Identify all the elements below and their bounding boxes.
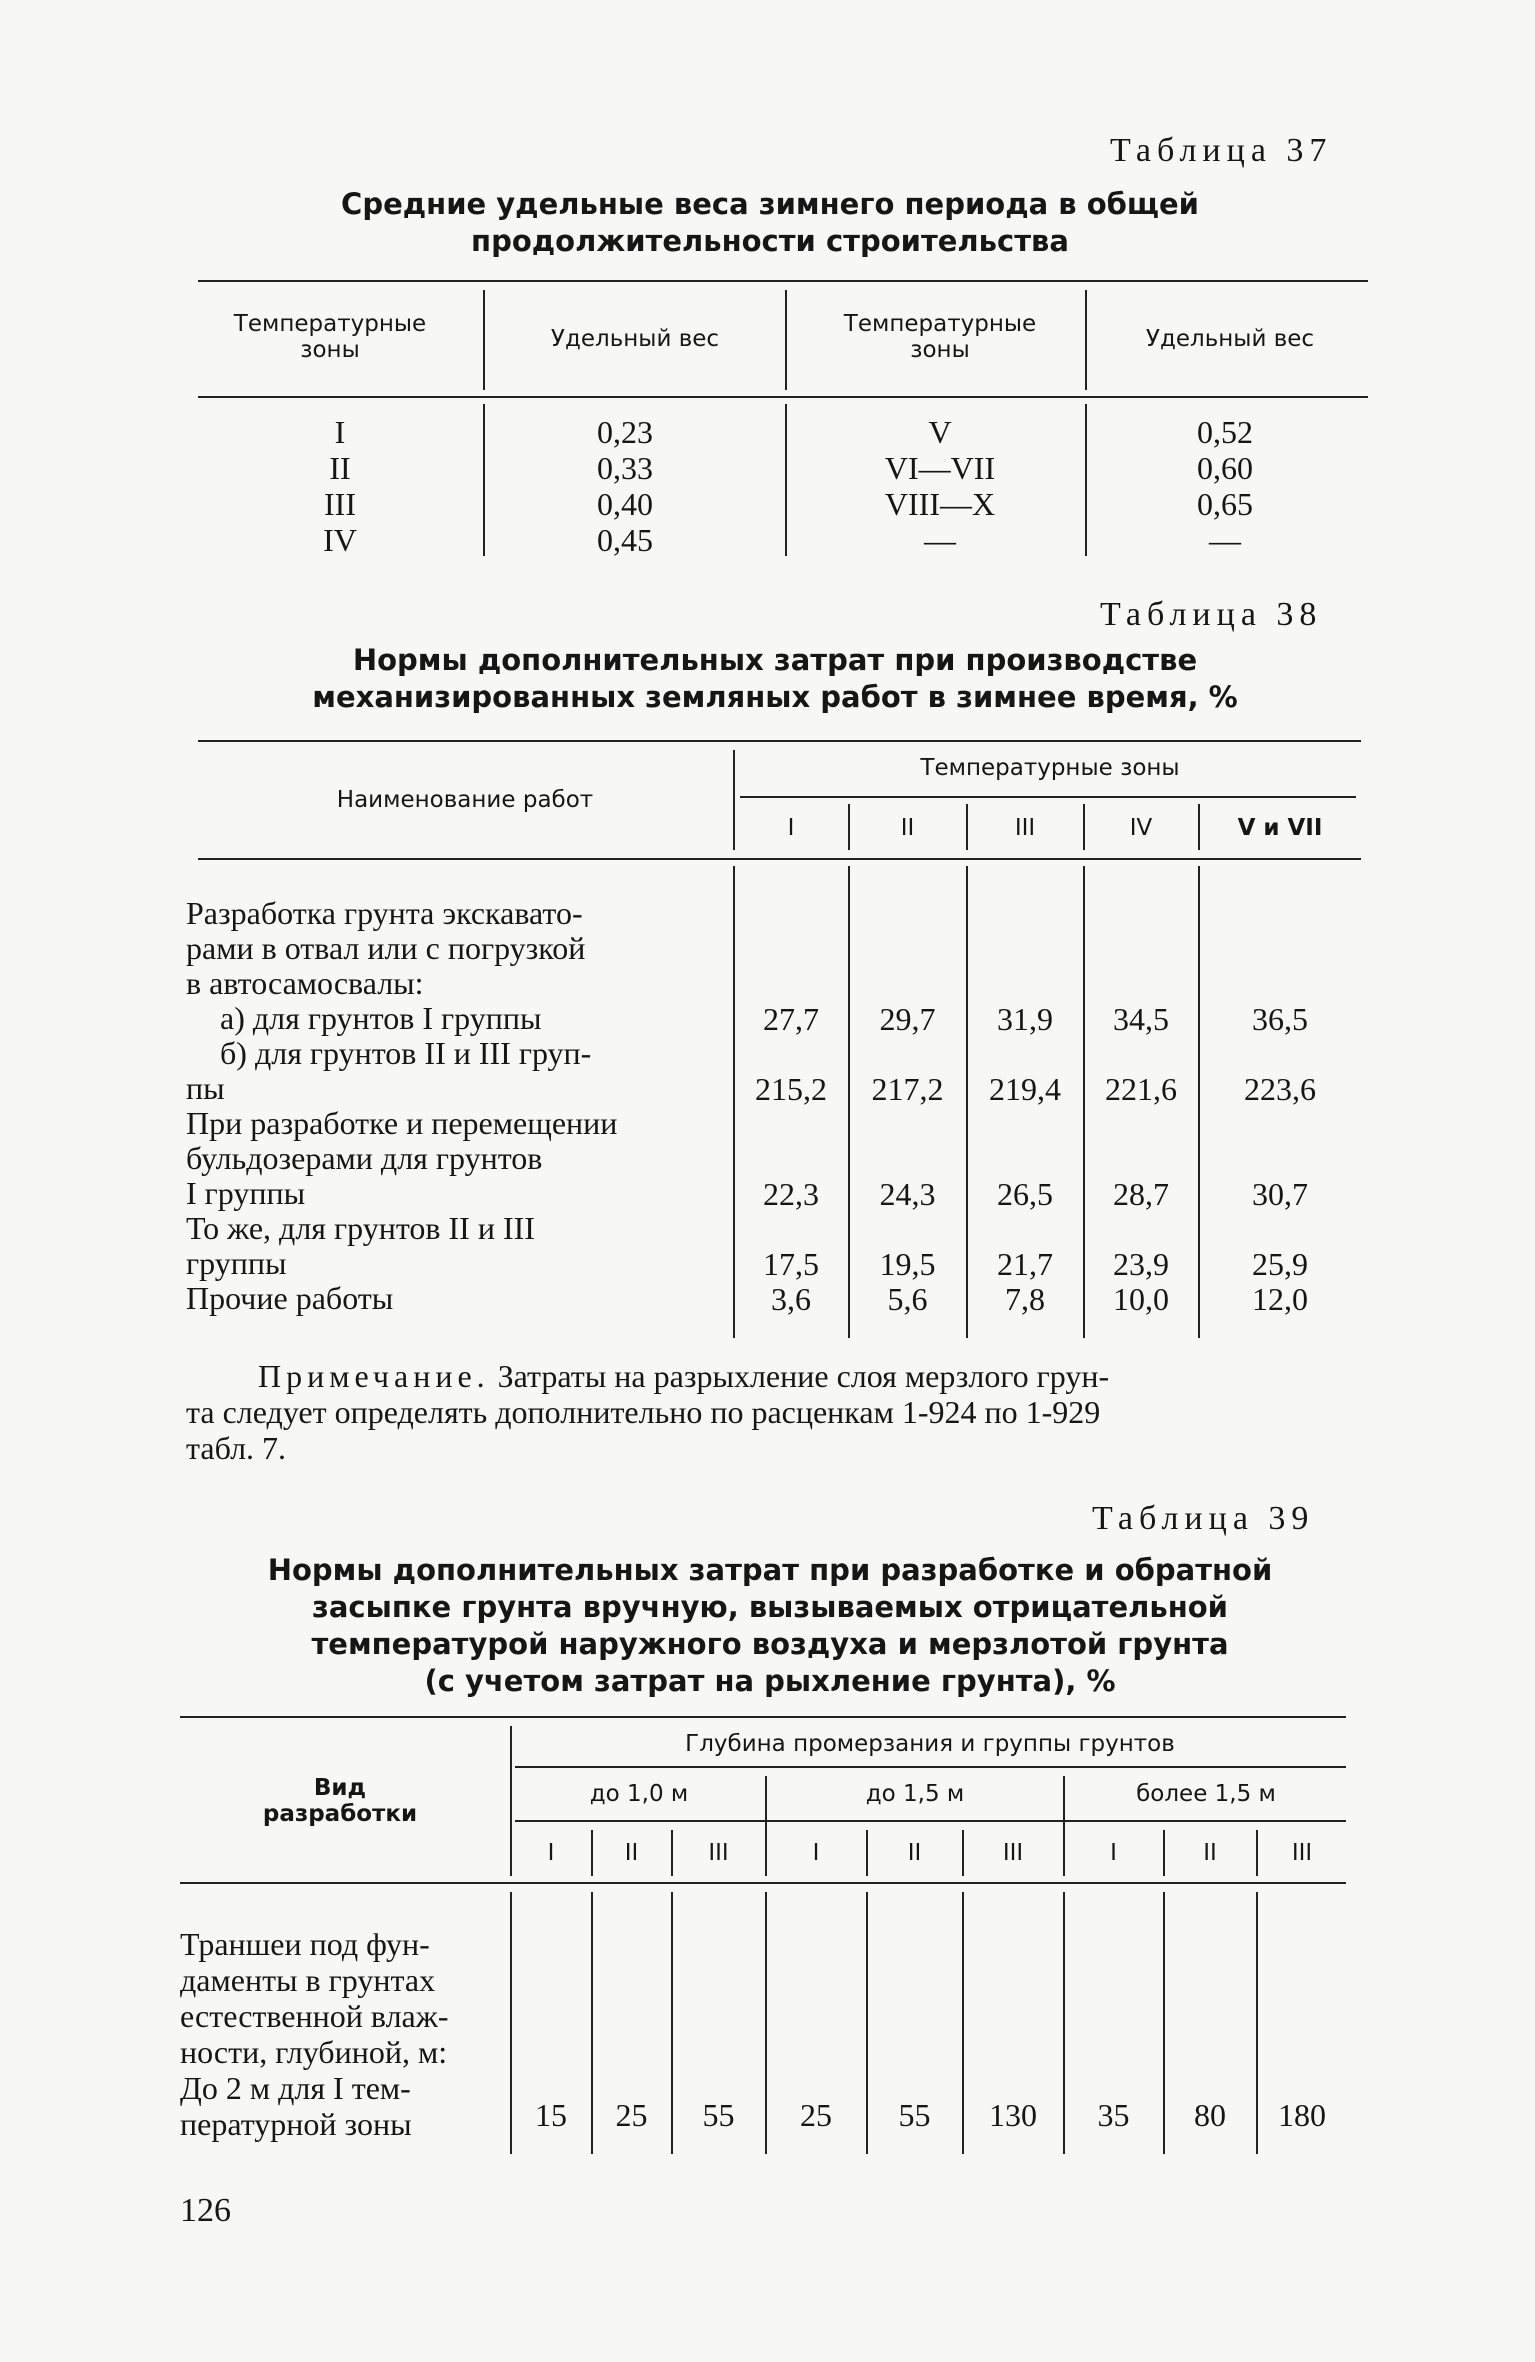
zones-left-column <box>265 414 415 558</box>
header-line: разработки <box>262 1801 418 1827</box>
work-line: пературной зоны <box>180 2106 412 2142</box>
note-lead: Примечание. <box>258 1358 490 1394</box>
column-divider <box>483 404 485 556</box>
table-rule <box>198 396 1368 398</box>
header-work-type <box>230 1775 450 1827</box>
work-line: даменты в грунтах <box>180 1962 436 1998</box>
column-divider <box>785 404 787 556</box>
cell: — <box>924 522 956 558</box>
header-group: I <box>812 1840 820 1866</box>
table-cell: 12,0 <box>1252 1281 1308 1317</box>
table-cell: 24,3 <box>879 1176 936 1212</box>
table-cell: 223,6 <box>1244 1071 1316 1107</box>
table38-title-line: механизированных земляных работ в зимнее время, % <box>312 680 1238 714</box>
cell: VI—VII <box>884 450 996 486</box>
table-rule <box>515 1820 1346 1822</box>
table39-label: Таблица 39 <box>1092 1500 1315 1537</box>
header-freezing-depth: Глубина промерзания и группы грунтов <box>685 1731 1175 1757</box>
note-line: та следует определять дополнительно по расценкам 1-924 по 1-929 <box>186 1394 1101 1430</box>
work-description <box>186 896 617 1316</box>
header-group: I <box>1110 1840 1117 1866</box>
table-cell: 19,5 <box>879 1246 936 1282</box>
table38-label: Таблица 38 <box>1100 596 1323 633</box>
work-line: а) для грунтов I группы <box>220 1000 542 1036</box>
table39-title <box>180 1552 1360 1700</box>
header-work-name: Наименование работ <box>336 787 594 813</box>
table-rule <box>180 1716 1346 1718</box>
note-text: Затраты на разрыхление слоя мерзлого грун- <box>489 1358 1110 1394</box>
note-line: табл. 7. <box>186 1430 287 1466</box>
table37-title <box>200 186 1340 260</box>
table-cell: 29,7 <box>879 1001 936 1037</box>
work-line: естественной влаж- <box>180 1998 449 2034</box>
cell: 0,23 <box>597 414 653 450</box>
header-line: Вид <box>313 1775 367 1801</box>
table-cell: 36,5 <box>1252 1001 1308 1037</box>
header-group: II <box>624 1840 639 1866</box>
table-cell: 221,6 <box>1105 1071 1177 1107</box>
header-zone: III <box>1014 815 1036 841</box>
cell: IV <box>323 522 357 558</box>
column-divider <box>1085 290 1087 390</box>
table38-title <box>200 642 1350 716</box>
header-temperature-zones: Температурные зоны <box>920 755 1180 781</box>
table-cell: 10,0 <box>1113 1281 1169 1317</box>
zones-right-column <box>850 414 1030 558</box>
table-cell: 15 <box>535 2097 567 2133</box>
weights-left-column <box>550 414 700 558</box>
table-cell: 7,8 <box>1005 1281 1045 1317</box>
work-line: До 2 м для I тем- <box>180 2070 411 2106</box>
table37-title-line: продолжительности строительства <box>471 224 1069 258</box>
table39-title-line: засыпке грунта вручную, вызываемых отрицательной <box>312 1590 1228 1624</box>
cell: 0,45 <box>597 522 653 558</box>
table-cell: 21,7 <box>997 1246 1053 1282</box>
work-line: рами в отвал или с погрузкой <box>186 930 586 966</box>
table39-title-line: Нормы дополнительных затрат при разработке и обратной <box>267 1553 1273 1587</box>
page-number: 126 <box>180 2192 231 2229</box>
table-cell: 22,3 <box>763 1176 819 1212</box>
table-cell: 130 <box>989 2097 1037 2133</box>
table-rule <box>198 280 1368 282</box>
column-divider <box>785 290 787 390</box>
header-temperature-zones: Температурные зоны <box>233 311 427 363</box>
header-depth: до 1,5 м <box>865 1781 965 1807</box>
work-line: б) для грунтов II и III груп- <box>220 1035 592 1071</box>
table-cell: 31,9 <box>997 1001 1053 1037</box>
cell: 0,40 <box>597 486 653 522</box>
note-line <box>186 1358 1356 1394</box>
table-cell: 180 <box>1278 2097 1326 2133</box>
table-cell: 5,6 <box>887 1281 928 1317</box>
work-line: пы <box>186 1070 225 1106</box>
header-depth: более 1,5 м <box>1136 1781 1276 1807</box>
table-cell: 17,5 <box>763 1246 819 1282</box>
table-cell: 27,7 <box>763 1001 819 1037</box>
work-line: Разработка грунта экскавато- <box>186 895 583 931</box>
table37-title-line: Средние удельные веса зимнего периода в общей <box>341 187 1199 221</box>
table-cell: 3,6 <box>771 1281 811 1317</box>
table-rule <box>740 796 1356 798</box>
work-line: То же, для грунтов II и III <box>186 1210 535 1246</box>
column-divider <box>483 290 485 390</box>
table-rule <box>198 740 1361 742</box>
header-group: III <box>1002 1840 1024 1866</box>
cell: 0,60 <box>1197 450 1253 486</box>
table-cell: 28,7 <box>1113 1176 1169 1212</box>
header-zone: II <box>900 815 915 841</box>
column-divider <box>1085 404 1087 556</box>
table-cell: 25 <box>615 2097 648 2133</box>
work-line: Траншеи под фун- <box>180 1926 430 1962</box>
table-cell: 35 <box>1097 2097 1130 2133</box>
table39-title-line: (с учетом затрат на рыхление грунта), % <box>424 1664 1116 1698</box>
table-cell: 219,4 <box>989 1071 1061 1107</box>
weights-right-column <box>1150 414 1300 558</box>
cell: II <box>329 450 351 486</box>
header-group: III <box>708 1840 729 1866</box>
work-line: бульдозерами для грунтов <box>186 1140 543 1176</box>
table-cell: 217,2 <box>871 1071 944 1107</box>
cell: 0,33 <box>597 450 653 486</box>
table-cell: 55 <box>702 2097 735 2133</box>
cell: 0,65 <box>1197 486 1253 522</box>
table-cell: 55 <box>898 2097 931 2133</box>
table-cell: 25,9 <box>1252 1246 1308 1282</box>
table-cell: 80 <box>1194 2097 1226 2133</box>
table-cell: 215,2 <box>755 1071 827 1107</box>
work-line: группы <box>186 1245 287 1281</box>
cell: — <box>1209 522 1241 558</box>
table37-label: Таблица 37 <box>1110 132 1333 169</box>
work-description <box>180 1926 449 2142</box>
header-group: II <box>907 1840 922 1866</box>
header-specific-weight: Удельный вес <box>550 326 720 352</box>
work-line: Прочие работы <box>186 1280 394 1316</box>
work-line: При разработке и перемещении <box>186 1105 618 1141</box>
table-cell: 25 <box>800 2097 832 2133</box>
table-rule <box>515 1766 1346 1768</box>
header-group: I <box>547 1840 555 1866</box>
cell: III <box>324 486 356 522</box>
header-zone: IV <box>1129 815 1153 841</box>
table-cell: 30,7 <box>1252 1176 1308 1212</box>
cell: V <box>928 414 952 450</box>
header-group: II <box>1203 1840 1217 1866</box>
table38-title-line: Нормы дополнительных затрат при производстве <box>352 643 1198 677</box>
table-cell: 26,5 <box>997 1176 1053 1212</box>
header-group: III <box>1291 1840 1313 1866</box>
cell: 0,52 <box>1197 414 1253 450</box>
table-rule <box>180 1882 1346 1884</box>
header-depth: до 1,0 м <box>589 1781 689 1807</box>
work-line: в автосамосвалы: <box>186 965 424 1001</box>
table-cell: 34,5 <box>1113 1001 1169 1037</box>
table39-title-line: температурой наружного воздуха и мерзлотой грунта <box>311 1627 1229 1661</box>
table38-note <box>186 1358 1356 1466</box>
work-line: ности, глубиной, м: <box>180 2034 448 2070</box>
cell: VIII—X <box>884 486 996 522</box>
cell: I <box>334 414 346 450</box>
header-temperature-zones: Температурные зоны <box>843 311 1037 363</box>
header-specific-weight: Удельный вес <box>1145 326 1315 352</box>
table-rule <box>198 858 1361 860</box>
table-cell: 23,9 <box>1113 1246 1169 1282</box>
header-zone: I <box>787 815 795 841</box>
header-zone: V и VII <box>1237 815 1323 841</box>
work-line: I группы <box>186 1175 306 1211</box>
